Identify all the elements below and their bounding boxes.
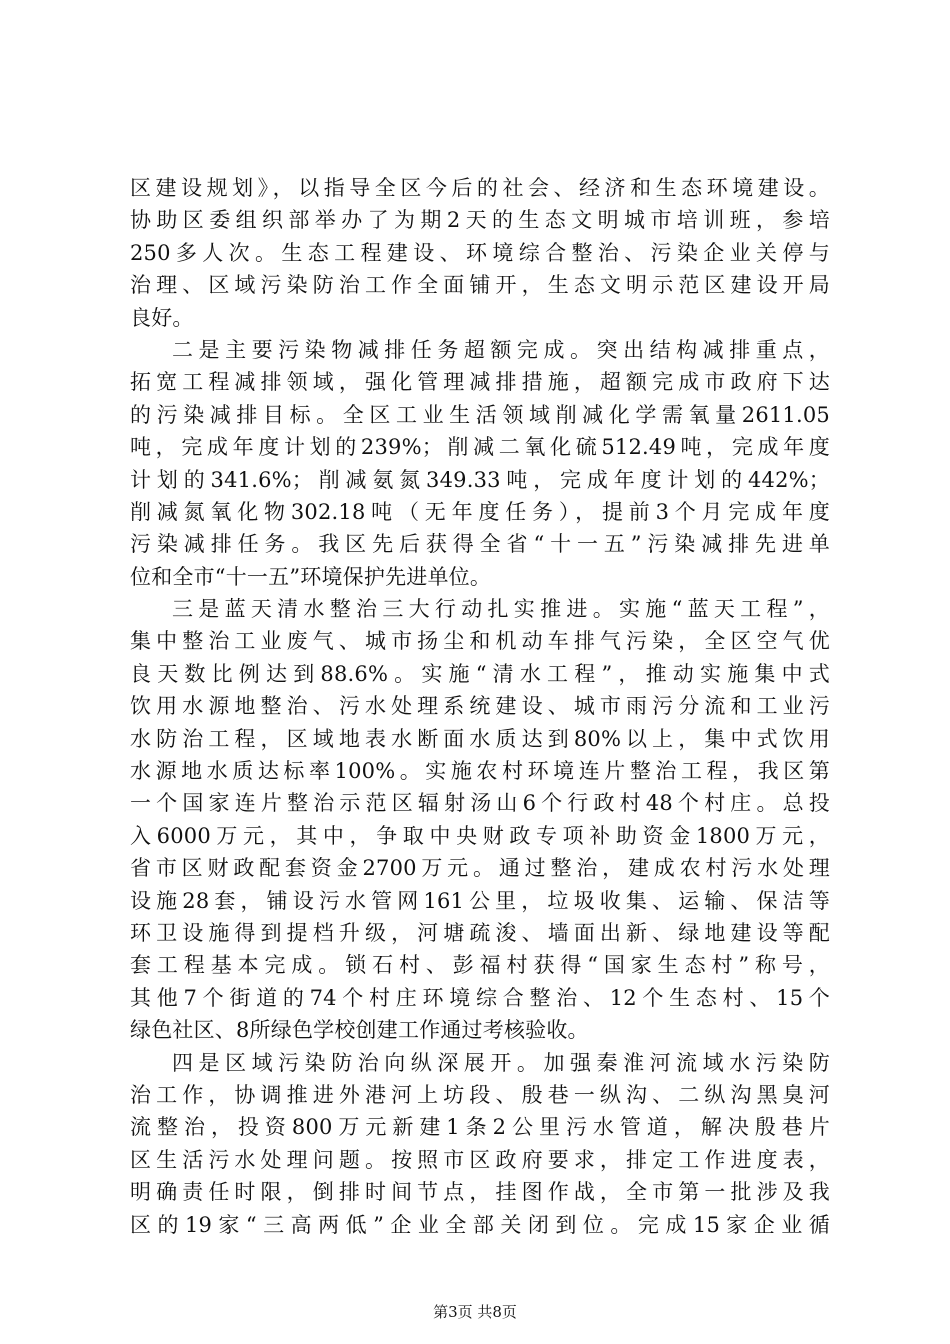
- text-line: 水防治工程，区域地表水断面水质达到80%以上，集中式饮用: [130, 726, 830, 751]
- text-line: 饮用水源地整治、污水处理系统建设、城市雨污分流和工业污: [130, 694, 830, 719]
- text-line: 流整治，投资800万元新建1条2公里污水管道，解决殷巷片: [130, 1115, 830, 1140]
- paragraph-start-line: 三是蓝天清水整治三大行动扎实推进。实施“蓝天工程”，: [172, 597, 830, 622]
- text-line: 区建设规划》，以指导全区今后的社会、经济和生态环境建设。: [130, 176, 830, 200]
- text-line: 位和全市“十一五”环境保护先进单位。: [130, 564, 492, 589]
- text-line: 区的19家“三高两低”企业全部关闭到位。完成15家企业循: [130, 1212, 830, 1237]
- text-line: 250多人次。生态工程建设、环境综合整治、污染企业关停与: [130, 240, 830, 265]
- text-line: 削减氮氧化物302.18吨（无年度任务），提前3个月完成年度: [130, 499, 830, 524]
- text-line: 明确责任时限，倒排时间节点，挂图作战，全市第一批涉及我: [130, 1180, 830, 1205]
- text-line: 集中整治工业废气、城市扬尘和机动车排气污染，全区空气优: [130, 629, 830, 654]
- text-line: 水源地水质达标率100%。实施农村环境连片整治工程，我区第: [130, 759, 830, 784]
- text-line: 一个国家连片整治示范区辐射汤山6个行政村48个村庄。总投: [130, 791, 830, 816]
- text-line: 计划的341.6%；削减氨氮349.33吨，完成年度计划的442%；: [130, 467, 830, 492]
- text-line: 治理、区域污染防治工作全面铺开，生态文明示范区建设开局: [130, 273, 830, 298]
- text-line: 协助区委组织部举办了为期2天的生态文明城市培训班，参培: [130, 208, 830, 233]
- text-line: 治工作，协调推进外港河上坊段、殷巷一纵沟、二纵沟黑臭河: [130, 1082, 830, 1107]
- page-number-footer: 第3页 共8页: [433, 1303, 517, 1321]
- text-line: 拓宽工程减排领域，强化管理减排措施，超额完成市政府下达: [130, 370, 830, 395]
- text-line: 区生活污水处理问题。按照市区政府要求，排定工作进度表，: [130, 1147, 830, 1172]
- text-line: 省市区财政配套资金2700万元。通过整治，建成农村污水处理: [130, 856, 830, 881]
- text-line: 绿色社区、8所绿色学校创建工作通过考核验收。: [130, 1018, 589, 1043]
- text-line: 的污染减排目标。全区工业生活领域削减化学需氧量2611.05: [130, 402, 830, 427]
- paragraph-start-line: 四是区域污染防治向纵深展开。加强秦淮河流域水污染防: [172, 1050, 830, 1075]
- text-line: 良好。: [130, 305, 194, 330]
- text-line: 吨，完成年度计划的239%；削减二氧化硫512.49吨，完成年度: [130, 435, 830, 460]
- paragraph-start-line: 二是主要污染物减排任务超额完成。突出结构减排重点，: [172, 337, 830, 362]
- text-line: 其他7个街道的74个村庄环境综合整治、12个生态村、15个: [130, 985, 830, 1010]
- text-line: 污染减排任务。我区先后获得全省“十一五”污染减排先进单: [130, 532, 830, 557]
- text-line: 入6000万元，其中，争取中央财政专项补助资金1800万元，: [130, 823, 830, 848]
- document-body: [130, 172, 830, 1241]
- text-line: 环卫设施得到提档升级，河塘疏浚、墙面出新、绿地建设等配: [130, 920, 830, 945]
- text-line: 套工程基本完成。锁石村、彭福村获得“国家生态村”称号，: [130, 953, 830, 978]
- text-line: 设施28套，铺设污水管网161公里，垃圾收集、运输、保洁等: [130, 888, 830, 913]
- text-line: 良天数比例达到88.6%。实施“清水工程”，推动实施集中式: [130, 661, 830, 686]
